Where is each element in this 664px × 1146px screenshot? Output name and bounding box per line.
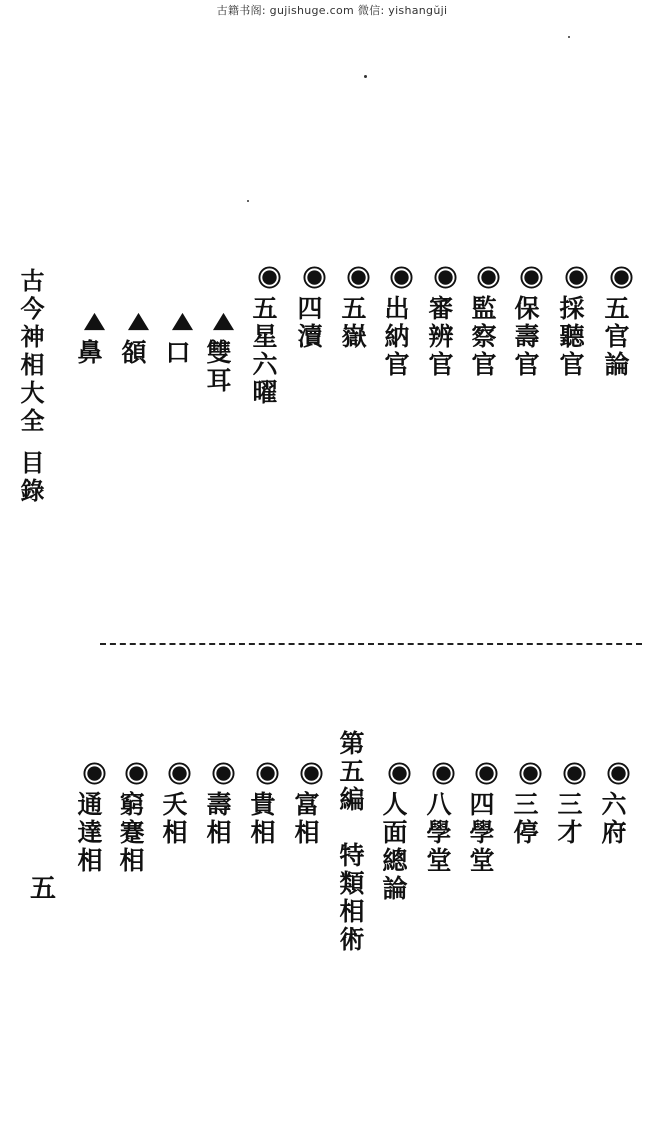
book-title-text: 古今神相大全 <box>16 268 45 436</box>
toc-entry <box>340 266 370 351</box>
toc-entry-label: 審辨官 <box>425 295 454 379</box>
double-circle-bullet-icon <box>477 266 500 289</box>
page-number: 五 <box>30 874 57 904</box>
toc-entry <box>381 762 411 903</box>
toc-entry-label: 四瀆 <box>294 295 323 351</box>
toc-entry-label: 六府 <box>598 791 627 847</box>
double-circle-bullet-icon <box>258 266 281 289</box>
toc-entry-label: 保壽官 <box>511 295 540 379</box>
ink-speck <box>364 75 367 78</box>
toc-entry-label: 三才 <box>554 791 583 847</box>
double-circle-bullet-icon <box>607 762 630 785</box>
toc-entry <box>76 310 106 367</box>
toc-entry <box>164 310 194 367</box>
toc-entry <box>468 762 498 875</box>
toc-entry-label: 第五編 特類相術 <box>336 730 365 954</box>
toc-entry-label: 貴相 <box>247 791 276 847</box>
triangle-bullet-icon <box>83 310 106 333</box>
toc-entry <box>251 266 281 407</box>
double-circle-bullet-icon <box>475 762 498 785</box>
toc-entry-label: 監察官 <box>468 295 497 379</box>
toc-entry <box>205 310 235 395</box>
toc-entry-label: 採聽官 <box>556 295 585 379</box>
double-circle-bullet-icon <box>520 266 543 289</box>
toc-entry-label: 鼻 <box>74 339 103 367</box>
toc-entry <box>296 266 326 351</box>
double-circle-bullet-icon <box>563 762 586 785</box>
toc-entry <box>120 310 150 367</box>
toc-entry-label: 八學堂 <box>423 791 452 875</box>
double-circle-bullet-icon <box>83 762 106 785</box>
toc-entry <box>558 266 588 379</box>
ink-speck <box>247 200 249 202</box>
toc-entry-label: 口 <box>162 339 191 367</box>
section-label: 目錄 <box>16 450 45 506</box>
toc-entry-label: 窮蹇相 <box>116 791 145 875</box>
toc-entry <box>293 762 323 847</box>
double-circle-bullet-icon <box>300 762 323 785</box>
double-circle-bullet-icon <box>565 266 588 289</box>
toc-entry <box>425 762 455 875</box>
toc-entry-label: 四學堂 <box>466 791 495 875</box>
toc-entry-label: 五星六曜 <box>249 295 278 407</box>
double-circle-bullet-icon <box>519 762 542 785</box>
section-divider <box>100 643 642 645</box>
double-circle-bullet-icon <box>434 266 457 289</box>
triangle-bullet-icon <box>171 310 194 333</box>
double-circle-bullet-icon <box>610 266 633 289</box>
double-circle-bullet-icon <box>256 762 279 785</box>
toc-entry <box>338 730 363 954</box>
toc-entry <box>512 762 542 847</box>
toc-entry-label: 出納官 <box>381 295 410 379</box>
triangle-bullet-icon <box>127 310 150 333</box>
double-circle-bullet-icon <box>388 762 411 785</box>
toc-entry <box>76 762 106 875</box>
toc-entry-label: 頟 <box>118 339 147 367</box>
toc-entry <box>249 762 279 847</box>
toc-entry-label: 五官論 <box>601 295 630 379</box>
toc-entry-label: 三停 <box>510 791 539 847</box>
toc-entry <box>556 762 586 847</box>
toc-entry <box>600 762 630 847</box>
toc-entry <box>205 762 235 847</box>
double-circle-bullet-icon <box>212 762 235 785</box>
double-circle-bullet-icon <box>432 762 455 785</box>
double-circle-bullet-icon <box>347 266 370 289</box>
triangle-bullet-icon <box>212 310 235 333</box>
toc-entry <box>383 266 413 379</box>
book-title <box>16 268 45 506</box>
double-circle-bullet-icon <box>125 762 148 785</box>
toc-entry-label: 壽相 <box>203 791 232 847</box>
double-circle-bullet-icon <box>390 266 413 289</box>
toc-entry <box>513 266 543 379</box>
toc-entry <box>470 266 500 379</box>
toc-entry <box>603 266 633 379</box>
double-circle-bullet-icon <box>303 266 326 289</box>
watermark: 古籍书阁: gujishuge.com 微信: yishangŭji <box>216 4 448 17</box>
toc-entry-label: 人面總論 <box>379 791 408 903</box>
toc-entry-label: 通達相 <box>74 791 103 875</box>
toc-entry <box>427 266 457 379</box>
toc-entry <box>118 762 148 875</box>
toc-entry-label: 富相 <box>291 791 320 847</box>
toc-entry-label: 夭相 <box>159 791 188 847</box>
toc-entry-label: 雙耳 <box>203 339 232 395</box>
toc-entry <box>161 762 191 847</box>
ink-speck <box>568 36 570 38</box>
double-circle-bullet-icon <box>168 762 191 785</box>
toc-entry-label: 五嶽 <box>338 295 367 351</box>
